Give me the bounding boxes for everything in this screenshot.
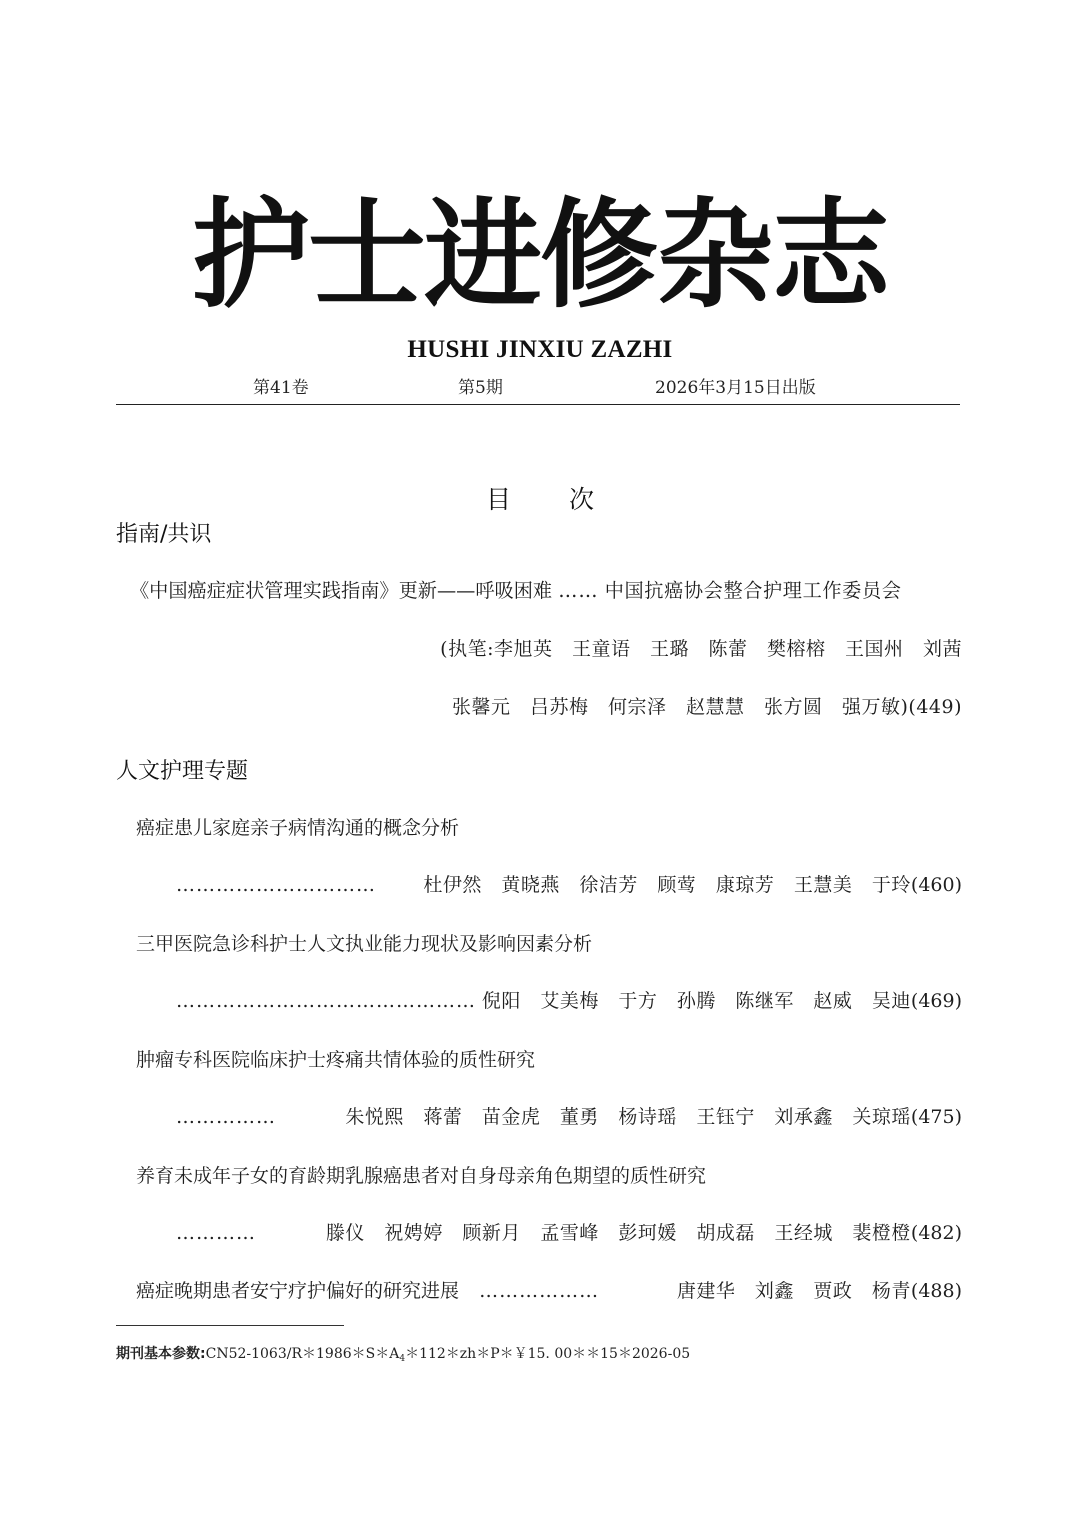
entry-leader-dots: ………… [176, 1222, 256, 1244]
entry-writers-line2-row [452, 693, 962, 721]
footnote-params-a: CN52-1063/R＊1986＊S＊A [205, 1346, 400, 1362]
toc-heading-right: 次 [569, 485, 595, 514]
entry-authors-row [176, 1219, 962, 1247]
footnote-params-sub: 4 [399, 1354, 406, 1364]
footnote-divider [116, 1325, 344, 1326]
entry-page: (488) [910, 1280, 962, 1302]
entry-title[interactable]: 肿瘤专科医院临床护士疼痛共情体验的质性研究 [136, 1049, 536, 1071]
entry-authors: 唐建华 刘鑫 贾政 杨青 [676, 1280, 911, 1302]
toc-heading [0, 480, 1080, 516]
entry-writers-line2: 张馨元 吕苏梅 何宗泽 赵慧慧 张方圆 强万敏) [451, 696, 909, 718]
section-heading-guidelines: 指南/共识 [116, 522, 212, 547]
toc-entry-guideline[interactable] [130, 577, 902, 605]
entry-organization: 中国抗癌协会整合护理工作委员会 [604, 579, 902, 602]
publication-date: 2026年3月15日出版 [655, 378, 816, 398]
entry-authors: 朱悦熙 蒋蕾 苗金虎 董勇 杨诗瑶 王钰宁 刘承鑫 关琼瑶 [345, 1106, 911, 1128]
footnote-label: 期刊基本参数: [116, 1346, 206, 1362]
entry-authors-row [176, 1103, 962, 1131]
journal-parameters [116, 1343, 690, 1364]
entry-title[interactable]: 养育未成年子女的育龄期乳腺癌患者对自身母亲角色期望的质性研究 [136, 1165, 707, 1187]
footnote-params-b: ＊112＊zh＊P＊￥15. 00＊＊15＊2026-05 [405, 1346, 691, 1362]
journal-title-pinyin: HUSHI JINXIU ZAZHI [407, 336, 673, 363]
entry-page: (449) [908, 696, 962, 718]
entry-leader-dots: ………………………… [176, 874, 376, 896]
entry-title[interactable]: 三甲医院急诊科护士人文执业能力现状及影响因素分析 [136, 933, 593, 955]
entry-authors-row [176, 871, 962, 899]
journal-title-logo: 护士进修杂志 [191, 185, 888, 324]
entry-leader-dots: …… [558, 579, 599, 602]
entry-page: (482) [910, 1222, 962, 1244]
volume-number: 第41卷 [253, 378, 309, 398]
toc-heading-left: 目 [485, 485, 511, 514]
section-heading-humanistic-nursing: 人文护理专题 [116, 759, 249, 784]
header-divider [116, 404, 960, 405]
entry-leader-dots: ……………………………………… [176, 990, 476, 1012]
entry-title: 《中国癌症症状管理实践指南》更新——呼吸困难 [130, 579, 553, 602]
entry-page: (469) [910, 990, 962, 1012]
entry-writers-line1: (执笔:李旭英 王童语 王璐 陈蕾 樊榕榕 王国州 刘茜 [440, 638, 962, 660]
issue-number: 第5期 [458, 378, 503, 398]
entry-title: 癌症晚期患者安宁疗护偏好的研究进展 [136, 1280, 460, 1302]
entry-authors: 倪阳 艾美梅 于方 孙腾 陈继军 赵威 吴迪 [481, 990, 911, 1012]
toc-entry-single-line[interactable] [136, 1277, 962, 1305]
entry-authors: 滕仪 祝娉婷 顾新月 孟雪峰 彭珂媛 胡成磊 王经城 裴橙橙 [325, 1222, 911, 1244]
entry-page: (475) [910, 1106, 962, 1128]
entry-title[interactable]: 癌症患儿家庭亲子病情沟通的概念分析 [136, 817, 460, 839]
entry-leader-dots: ……………… [479, 1280, 600, 1302]
entry-page: (460) [910, 874, 962, 896]
entry-authors-row [176, 987, 962, 1015]
entry-authors: 杜伊然 黄晓燕 徐洁芳 顾莺 康琼芳 王慧美 于玲 [423, 874, 911, 896]
entry-leader-dots: …………… [176, 1106, 276, 1128]
